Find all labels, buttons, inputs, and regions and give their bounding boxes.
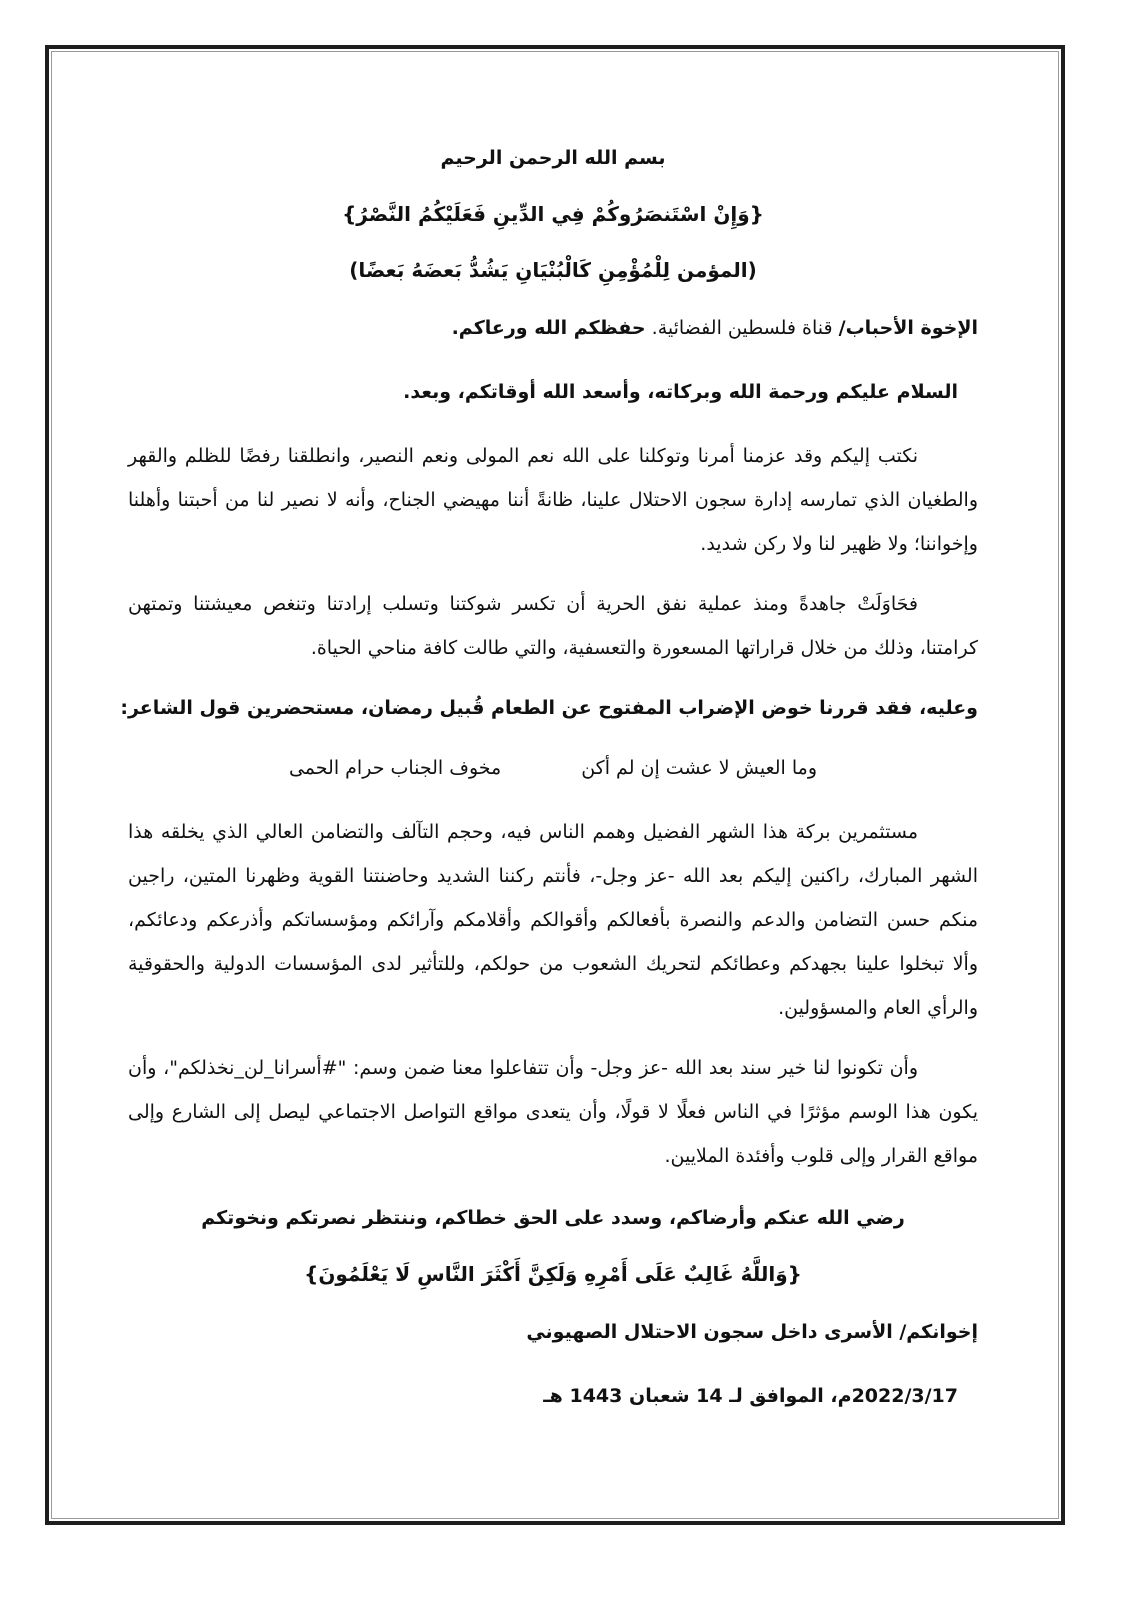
paragraph-4: وأن تكونوا لنا خير سند بعد الله -عز وجل- وأن تتفاعلوا معنا ضمن وسم: "#أسرانا_لن_نخذلكم"، وأن يكون هذا الوسم مؤثرًا في الناس فعلًا لا قولًا، وأن يتعدى مواقع التواصل الاجتماعي ليصل إلى الشارع وإلى مواقع القرار وإلى قلوب وأفئدة الملايين. <box>128 1057 978 1167</box>
hadith-quote: (المؤمن لِلْمُؤْمِنِ كَالْبُنْيَانِ يَشُدُّ بَعضَهُ بَعضًا) <box>349 258 757 282</box>
signature: إخوانكم/ الأسرى داخل سجون الاحتلال الصهيوني <box>526 1321 978 1343</box>
closing-line: رضي الله عنكم وأرضاكم، وسدد على الحق خطاكم، وننتظر نصرتكم ونخوتكم <box>201 1207 905 1229</box>
poetry-verse <box>128 746 978 790</box>
addressee-name: قناة فلسطين الفضائية. <box>645 317 839 339</box>
decision-line: وعليه، فقد قررنا خوض الإضراب المفتوح عن الطعام قُبيل رمضان، مستحضرين قول الشاعر: <box>120 697 978 719</box>
closing-quran-quote: {وَاللَّهُ غَالِبٌ عَلَى أَمْرِهِ وَلَكِنَّ أَكْثَرَ النَّاسِ لَا يَعْلَمُونَ} <box>304 1262 802 1286</box>
letter-body <box>120 128 978 1418</box>
addressee-blessing: حفظكم الله ورعاكم. <box>451 317 646 339</box>
paragraph-3: مستثمرين بركة هذا الشهر الفضيل وهمم الناس فيه، وحجم التآلف والتضامن العالي الذي يخلقه هذا الشهر المبارك، راكنين إليكم بعد الله -عز وجل-، فأنتم ركننا الشديد وحاضنتنا القوية وظهرنا المتين، راجين منكم حسن التضامن والدعم والنصرة بأفعالكم وأقوالكم وأقلامكم وآرائكم ومؤسساتكم وأذرعكم ودعائكم، وألا تبخلوا علينا بجهدكم وعطائكم لتحريك الشعوب من حولكم، وللتأثير لدى المؤسسات الدولية والحقوقية والرأي العام والمسؤولين. <box>128 821 978 1019</box>
paragraph-1: نكتب إليكم وقد عزمنا أمرنا وتوكلنا على الله نعم المولى ونعم النصير، وانطلقنا رفضًا للظلم والقهر والطغيان الذي تمارسه إدارة سجون الاحتلال علينا، ظانةً أننا مهيضي الجناح، وأنه لا نصير لنا من أحبتنا وأهلنا وإخواننا؛ ولا ظهير لنا ولا ركن شديد. <box>128 445 978 555</box>
verse-second-half: مخوف الجناب حرام الحمى <box>288 757 502 779</box>
letter-date: 2022/3/17م، الموافق لـ 14 شعبان 1443 هـ <box>543 1385 958 1407</box>
basmala: بسم الله الرحمن الرحيم <box>440 147 666 169</box>
paragraph-2: فحَاوَلَتْ جاهدةً ومنذ عملية نفق الحرية أن تكسر شوكتنا وتسلب إرادتنا وتنغص معيشتنا وتمتهن كرامتنا، وذلك من خلال قراراتها المسعورة والتعسفية، والتي طالت كافة مناحي الحياة. <box>128 593 978 659</box>
addressee-label: الإخوة الأحباب/ <box>838 317 978 339</box>
greeting: السلام عليكم ورحمة الله وبركاته، وأسعد الله أوقاتكم، وبعد. <box>403 381 958 403</box>
addressee-line <box>128 306 978 350</box>
verse-first-half: وما العيش لا عشت إن لم أكن <box>581 757 818 779</box>
quran-quote: {وَإِنْ اسْتَنصَرُوكُمْ فِي الدِّينِ فَعَلَيْكُمُ النَّصْرُ} <box>342 202 764 226</box>
